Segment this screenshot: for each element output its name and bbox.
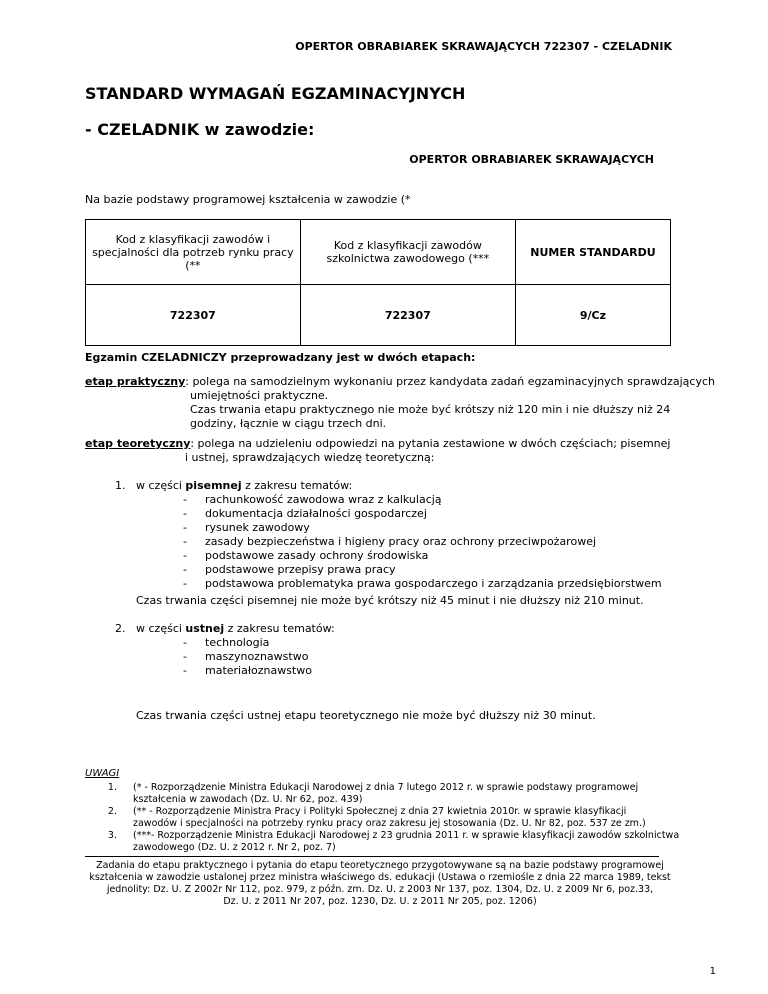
practical-text-3: Czas trwania etapu praktycznego nie może być krótszy niż 120 min i nie dłuższy niż 24 [190, 403, 671, 416]
list-item: - podstawowe zasady ochrony środowiska [183, 549, 429, 562]
list-item: - podstawowe przepisy prawa pracy [183, 563, 396, 576]
list-item: - rysunek zawodowy [183, 521, 310, 534]
written-topics-list [183, 493, 663, 591]
written-post: z zakresu tematów: [241, 479, 353, 492]
list-item: - zasady bezpieczeństwa i higieny pracy oraz ochrony przeciwpożarowej [183, 535, 597, 548]
oral-pre: w części [136, 622, 186, 635]
oral-intro [136, 622, 335, 636]
theory-label: etap teoretyczny [85, 437, 191, 450]
standard-number-label: NUMER STANDARDU [530, 245, 656, 259]
document-title: STANDARD WYMAGAŃ EGZAMINACYJNYCH [85, 84, 466, 103]
value-school-code: 722307 [300, 285, 515, 346]
written-bold: pisemnej [185, 479, 242, 492]
theory-text-1: : polega na udzieleniu odpowiedzi na pytania zestawione w dwóch częściach; pisemnej [190, 437, 671, 450]
footer-text [85, 860, 675, 908]
running-header: OPERTOR OBRABIAREK SKRAWAJĄCYCH 722307 - CZELADNIK [295, 40, 672, 53]
basis-line: Na bazie podstawy programowej kształcenia w zawodzie (* [85, 193, 411, 206]
list-item: 3. (***- Rozporządzenie Ministra Edukacji Narodowej z 23 grudnia 2011 r. w sprawie klasyfikacji zawodów szkolnictwa zawodowego (Dz. U. z 2012 r. Nr 2, poz. 7) [107, 830, 680, 853]
list-item: - maszynoznawstwo [183, 650, 309, 663]
list-item: 2. (** - Rozporządzenie Ministra Pracy i Polityki Społecznej z dnia 27 kwietnia 2010r. w sprawie klasyfikacji zawodów i specjalności na potrzeby rynku pracy oraz zakresu jej stosowania (Dz. U. Nr 82, poz. 537 ze zm.) [107, 806, 646, 829]
list-item: 1. (* - Rozporządzenie Ministra Edukacji Narodowej z dnia 7 lutego 2012 r. w sprawie podstawy programowej kształcenia w zawodach (Dz. U. Nr 62, poz. 439) [107, 782, 639, 805]
list-item: - rachunkowość zawodowa wraz z kalkulacją [183, 493, 442, 506]
value-labour-market-code: 722307 [86, 285, 301, 346]
oral-number: 2. [115, 622, 126, 635]
practical-line-1 [85, 375, 715, 389]
footer-line: Dz. U. z 2011 Nr 207, poz. 1230, Dz. U. z 2011 Nr 205, poz. 1206) [223, 896, 537, 907]
theory-text-2: i ustnej, sprawdzających wiedzę teoretyczną: [185, 451, 435, 464]
written-duration: Czas trwania części pisemnej nie może być krótszy niż 45 minut i nie dłuższy niż 210 minut. [136, 594, 644, 607]
practical-label: etap praktyczny [85, 375, 186, 388]
footer-line: kształcenia w zawodzie ustalonej przez ministra właściwego ds. edukacji (Ustawa o rzemiośle z dnia 22 marca 1989, tekst [89, 872, 671, 883]
theory-line-1 [85, 437, 670, 451]
list-item: - technologia [183, 636, 270, 649]
footer-rule [85, 856, 659, 857]
standard-table [85, 219, 671, 346]
value-standard-number: 9/Cz [515, 285, 670, 346]
header-school-code: Kod z klasyfikacji zawodów szkolnictwa zawodowego (*** [300, 220, 515, 285]
oral-bold: ustnej [185, 622, 225, 635]
practical-text-2: umiejętności praktyczne. [190, 389, 329, 402]
footer-line: Zadania do etapu praktycznego i pytania do etapu teoretycznego przygotowywane są na bazie podstawy programowej [96, 860, 664, 871]
page-number: 1 [709, 966, 716, 977]
written-number: 1. [115, 479, 126, 492]
notes-list [85, 782, 685, 853]
header-labour-market-code: Kod z klasyfikacji zawodów i specjalności dla potrzeb rynku pracy (** [86, 220, 301, 285]
list-item: - podstawowa problematyka prawa gospodarczego i zarządzania przedsiębiorstwem [183, 577, 662, 590]
practical-text-1: : polega na samodzielnym wykonaniu przez kandydata zadań egzaminacyjnych sprawdzających [185, 375, 715, 388]
exam-intro: Egzamin CZELADNICZY przeprowadzany jest w dwóch etapach: [85, 351, 476, 364]
oral-topics-list [183, 636, 483, 678]
oral-duration: Czas trwania części ustnej etapu teoretycznego nie może być dłuższy niż 30 minut. [136, 709, 596, 722]
table-header-row [86, 220, 671, 285]
profession-name: OPERTOR OBRABIAREK SKRAWAJĄCYCH [409, 153, 654, 166]
oral-post: z zakresu tematów: [224, 622, 335, 635]
list-item: - dokumentacja działalności gospodarczej [183, 507, 427, 520]
practical-text-4: godziny, łącznie w ciągu trzech dni. [190, 417, 387, 430]
header-standard-number [515, 220, 670, 285]
notes-heading: UWAGI [85, 768, 120, 779]
written-intro [136, 479, 352, 493]
table-value-row [86, 285, 671, 346]
list-item: - materiałoznawstwo [183, 664, 312, 677]
document-subtitle: - CZELADNIK w zawodzie: [85, 120, 315, 139]
footer-line: jednolity: Dz. U. Z 2002r Nr 112, poz. 979, z późn. zm. Dz. U. z 2003 Nr 137, poz. 1304, Dz. U. z 2009 Nr 6, poz.33, [106, 884, 654, 895]
written-pre: w części [136, 479, 186, 492]
